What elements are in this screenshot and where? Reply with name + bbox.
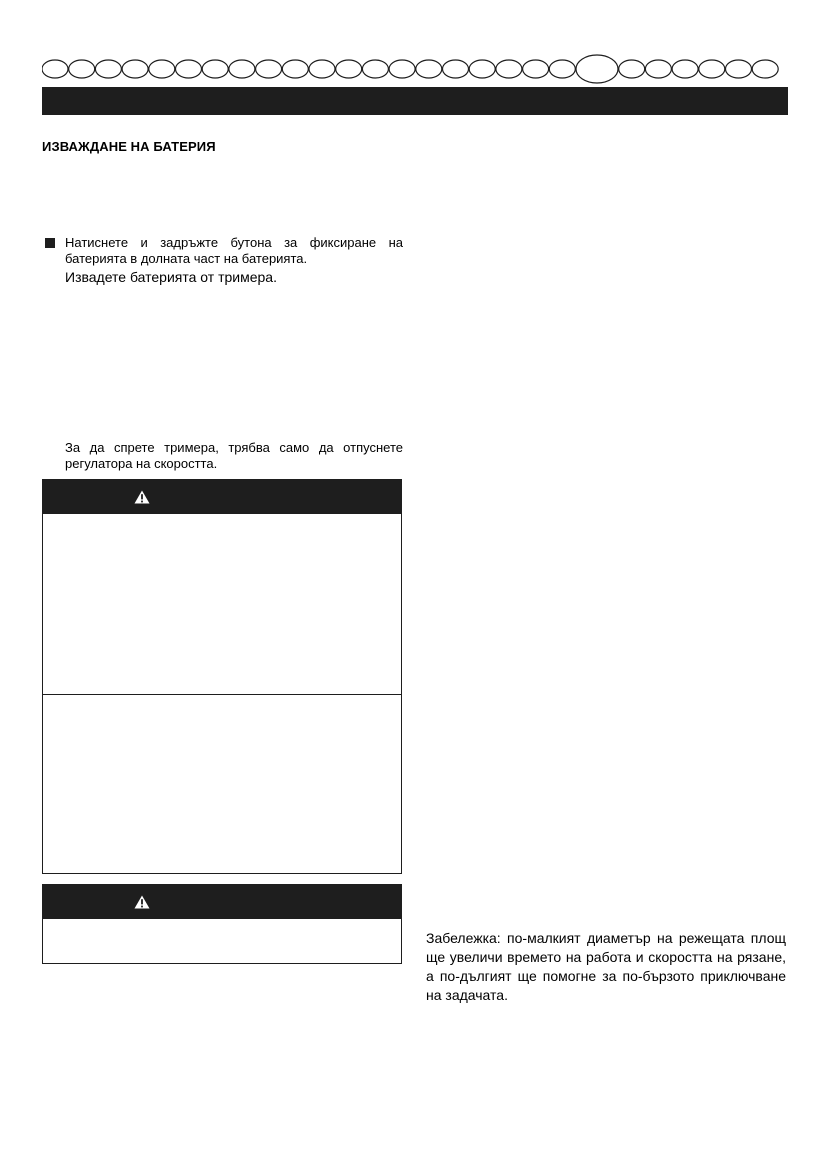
bullet-square-icon — [45, 238, 55, 248]
warning-box — [42, 884, 402, 964]
language-tab — [645, 60, 671, 78]
language-tab — [42, 60, 68, 78]
language-tab — [362, 60, 388, 78]
instruction-step-2: Извадете батерията от тримера. — [65, 269, 277, 285]
section-header-bar — [42, 87, 788, 115]
language-tab — [202, 60, 228, 78]
language-tab — [726, 60, 752, 78]
language-tab — [309, 60, 335, 78]
language-tab — [122, 60, 148, 78]
language-tab — [672, 60, 698, 78]
instruction-step-1: Натиснете и задръжте бутона за фиксиране на батерията в долната част на батерията. — [65, 235, 403, 266]
language-tab — [416, 60, 442, 78]
language-tab — [619, 60, 645, 78]
language-tab — [149, 60, 175, 78]
language-tab — [69, 60, 95, 78]
warning-header — [43, 885, 401, 919]
warning-triangle-icon — [134, 895, 150, 909]
warning-box-divider — [43, 694, 401, 695]
language-tab — [752, 60, 778, 78]
language-tab — [496, 60, 522, 78]
section-title: ИЗВАЖДАНЕ НА БАТЕРИЯ — [42, 139, 216, 154]
warning-header — [43, 480, 401, 514]
language-tab — [549, 60, 575, 78]
warning-triangle-icon — [134, 490, 150, 504]
cutting-diameter-note: Забележка: по-малкият диаметър на режещата площ ще увеличи времето на работа и скоростта на рязане, а по-дългият ще помогне за по-бързото приключване на задачата. — [426, 930, 786, 1003]
language-tab — [523, 60, 549, 78]
language-tab — [176, 60, 202, 78]
language-tab — [443, 60, 469, 78]
language-tab — [336, 60, 362, 78]
language-tab — [256, 60, 282, 78]
warning-box — [42, 479, 402, 874]
language-tab-active — [576, 55, 618, 83]
language-tab — [95, 60, 121, 78]
language-tab — [389, 60, 415, 78]
language-tab — [229, 60, 255, 78]
language-tab — [282, 60, 308, 78]
language-tab — [699, 60, 725, 78]
language-tab-strip — [42, 54, 788, 84]
stop-trimmer-note: За да спрете тримера, трябва само да отпуснете регулатора на скоростта. — [65, 440, 403, 471]
language-tab — [469, 60, 495, 78]
